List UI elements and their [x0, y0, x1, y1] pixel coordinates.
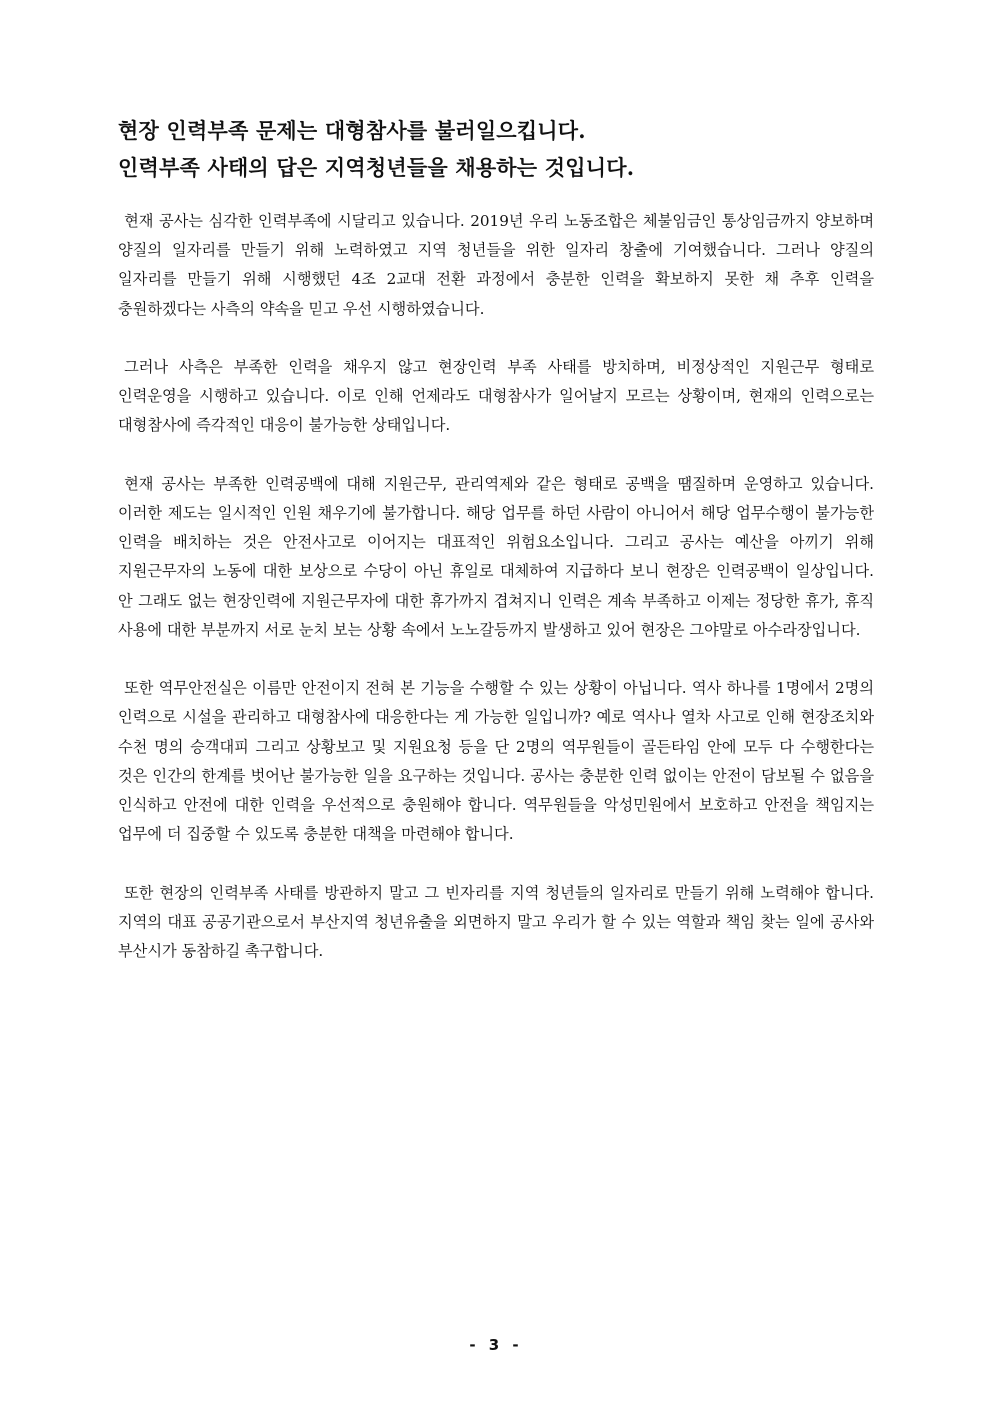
paragraph-5: 또한 현장의 인력부족 사태를 방관하지 말고 그 빈자리를 지역 청년들의 일자리로 만들기 위해 노력해야 합니다. 지역의 대표 공공기관으로서 부산지역 청년유출을 외면하지 말고 우리가 할 수 있는 역할과 책임 찾는 일에 공사와 부산시가 동참하길 촉구합니다.: [118, 883, 874, 961]
paragraph-1: 현재 공사는 심각한 인력부족에 시달리고 있습니다. 2019년 우리 노동조합은 체불임금인 통상임금까지 양보하며 양질의 일자리를 만들기 위해 노력하였고 지역 청년들을 위한 일자리 창출에 기여했습니다. 그러나 양질의 일자리를 만들기 위해 시행했던 4조 2교대 전환 과정에서 충분한 인력을 확보하지 못한 채 추후 인력을 충원하겠다는 사측의 약속을 믿고 우선 시행하였습니다.: [118, 212, 874, 318]
page-number: - 3 -: [469, 1336, 523, 1354]
paragraph-4: 또한 역무안전실은 이름만 안전이지 전혀 본 기능을 수행할 수 있는 상황이 아닙니다. 역사 하나를 1명에서 2명의 인력으로 시설을 관리하고 대형참사에 대응한다는 게 가능한 일입니까? 예로 역사나 열차 사고로 인해 현장조치와 수천 명의 승객대피 그리고 상황보고 및 지원요청 등을 단 2명의 역무원들이 골든타임 안에 모두 다 수행한다는 것은 인간의 한계를 벗어난 불가능한 일을 요구하는 것입니다. 공사는 충분한 인력 없이는 안전이 담보될 수 없음을 인식하고 안전에 대한 인력을 우선적으로 충원해야 합니다. 역무원들을 악성민원에서 보호하고 안전을 책임지는 업무에 더 집중할 수 있도록 충분한 대책을 마련해야 합니다.: [118, 679, 874, 844]
paragraph-2: 그러나 사측은 부족한 인력을 채우지 않고 현장인력 부족 사태를 방치하며, 비정상적인 지원근무 형태로 인력운영을 시행하고 있습니다. 이로 인해 언제라도 대형참사가 일어날지 모르는 상황이며, 현재의 인력으로는 대형참사에 즉각적인 대응이 불가능한 상태입니다.: [118, 358, 874, 435]
page-heading: [118, 112, 878, 186]
heading-line-1: 현장 인력부족 문제는 대형참사를 불러일으킵니다.: [118, 118, 586, 143]
body-text: [118, 207, 874, 995]
heading-line-2: 인력부족 사태의 답은 지역청년들을 채용하는 것입니다.: [118, 155, 635, 180]
paragraph-3: 현재 공사는 부족한 인력공백에 대해 지원근무, 관리역제와 같은 형태로 공백을 땜질하며 운영하고 있습니다. 이러한 제도는 일시적인 인원 채우기에 불가합니다. 해당 업무를 하던 사람이 아니어서 해당 업무수행이 불가능한 인력을 배치하는 것은 안전사고로 이어지는 대표적인 위험요소입니다. 그리고 공사는 예산을 아끼기 위해 지원근무자의 노동에 대한 보상으로 수당이 아닌 휴일로 대체하여 지급하다 보니 현장은 인력공백이 일상입니다. 안 그래도 없는 현장인력에 지원근무자에 대한 휴가까지 겹쳐지니 인력은 계속 부족하고 이제는 정당한 휴가, 휴직 사용에 대한 부분까지 서로 눈치 보는 상황 속에서 노노갈등까지 발생하고 있어 현장은 그야말로 아수라장입니다.: [118, 474, 874, 639]
